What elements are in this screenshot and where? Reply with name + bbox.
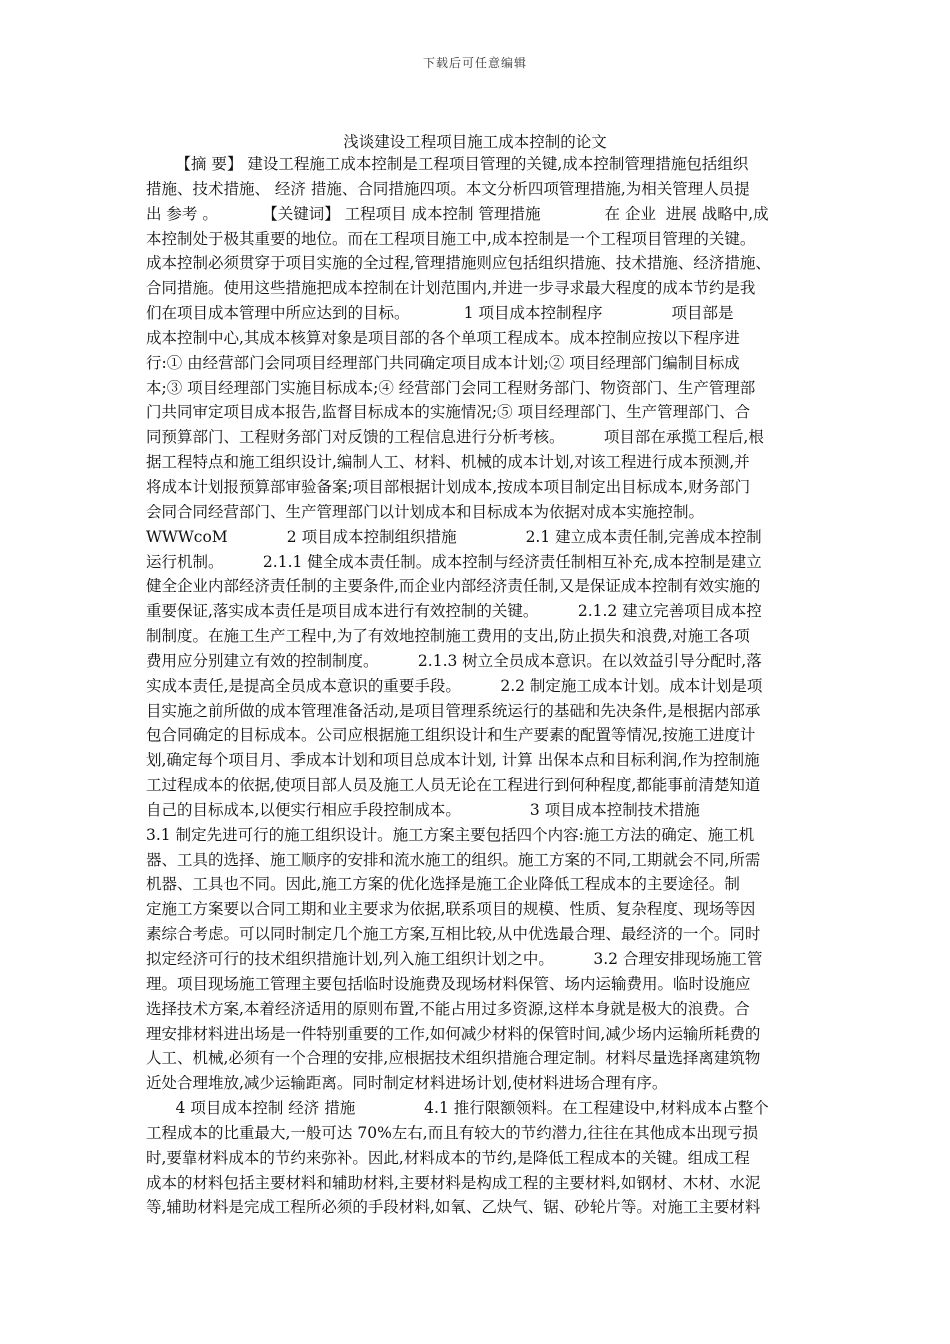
body-line: 等,辅助材料是完成工程所必须的手段材料,如氧、乙炔气、锯、砂轮片等。对施工主要材料 bbox=[146, 1198, 761, 1217]
body-line: 本;③ 项目经理部门实施目标成本;④ 经营部门会同工程财务部门、物资部门、生产管理部 bbox=[146, 378, 756, 397]
body-line: 本控制处于极其重要的地位。而在工程项目施工中,成本控制是一个工程项目管理的关键。 bbox=[146, 229, 756, 248]
body-line: WWWcoM 2 项目成本控制组织措施 2.1 建立成本责任制,完善成本控制 bbox=[146, 527, 762, 546]
body-line: 人工、机械,必须有一个合理的安排,应根据技术组织措施合理定制。材料尽量选择离建筑物 bbox=[146, 1049, 761, 1068]
body-line: 制制度。在施工生产工程中,为了有效地控制施工费用的支出,防止损失和浪费,对施工各项 bbox=[146, 627, 750, 646]
body-line: 行:① 由经营部门会同项目经理部门共同确定项目成本计划;② 项目经理部门编制目标成 bbox=[146, 353, 740, 372]
body-line: 运行机制。 2.1.1 健全成本责任制。成本控制与经济责任制相互补充,成本控制是建立 bbox=[146, 552, 762, 571]
body-line: 实成本责任,是提高全员成本意识的重要手段。 2.2 制定施工成本计划。成本计划是项 bbox=[146, 676, 763, 695]
body-line: 将成本计划报预算部审验备案;项目部根据计划成本,按成本项目制定出目标成本,财务部门 bbox=[146, 477, 751, 496]
body-line: 理安排材料进出场是一件特别重要的工作,如何减少材料的保管时间,减少场内运输所耗费的 bbox=[146, 1024, 761, 1043]
body-line: 定施工方案要以合同工期和业主要求为依据,联系项目的规模、性质、复杂程度、现场等因 bbox=[146, 900, 756, 919]
body-line: 工过程成本的依据,使项目部人员及施工人员无论在工程进行到何种程度,都能事前清楚知道 bbox=[146, 776, 761, 795]
body-line: 包合同确定的目标成本。公司应根据施工组织设计和生产要素的配置等情况,按施工进度计 bbox=[146, 726, 756, 745]
body-line: 成本控制中心,其成本核算对象是项目部的各个单项工程成本。成本控制应按以下程序进 bbox=[146, 328, 740, 347]
body-line: 费用应分别建立有效的控制制度。 2.1.3 树立全员成本意识。在以效益引导分配时,落 bbox=[146, 651, 762, 670]
body-line: 时,要靠材料成本的节约来弥补。因此,材料成本的节约,是降低工程成本的关键。组成工程 bbox=[146, 1148, 750, 1167]
body-line: 成本的材料包括主要材料和辅助材料,主要材料是构成工程的主要材料,如钢材、木材、水泥 bbox=[146, 1173, 761, 1192]
body-line: 自己的目标成本,以便实行相应手段控制成本。 3 项目成本控制技术措施 bbox=[146, 800, 700, 819]
body-line: 目实施之前所做的成本管理准备活动,是项目管理系统运行的基础和先决条件,是根据内部承 bbox=[146, 701, 761, 720]
body-line: 器、工具的选择、施工顺序的安排和流水施工的组织。施工方案的不同,工期就会不同,所需 bbox=[146, 850, 761, 869]
body-line: 3.1 制定先进可行的施工组织设计。施工方案主要包括四个内容:施工方法的确定、施工机 bbox=[146, 825, 755, 844]
body-line: 划,确定每个项目月、季成本计划和项目总成本计划, 计算 出保本点和目标利润,作为控制施 bbox=[146, 751, 760, 770]
body-line: 4 项目成本控制 经济 措施 4.1 推行限额领料。在工程建设中,材料成本占整个 bbox=[146, 1099, 769, 1118]
body-line: 成本控制必须贯穿于项目实施的全过程,管理措施则应包括组织措施、技术措施、经济措施、 bbox=[146, 254, 771, 273]
body-line: 同预算部门、工程财务部门对反馈的工程信息进行分析考核。 项目部在承揽工程后,根 bbox=[146, 428, 764, 447]
body-line: 会同合同经营部门、生产管理部门以计划成本和目标成本为依据对成本实施控制。 bbox=[146, 502, 705, 521]
document-body bbox=[146, 152, 810, 1220]
body-line: 工程成本的比重最大,一般可达 70%左右,而且有较大的节约潜力,往往在其他成本出现亏损 bbox=[146, 1123, 759, 1142]
body-line: 机器、工具也不同。因此,施工方案的优化选择是施工企业降低工程成本的主要途径。制 bbox=[146, 875, 740, 894]
page-header-note: 下载后可任意编辑 bbox=[422, 56, 527, 70]
body-line: 理。项目现场施工管理主要包括临时设施费及现场材料保管、场内运输费用。临时设施应 bbox=[146, 974, 751, 993]
document-title: 浅谈建设工程项目施工成本控制的论文 bbox=[343, 133, 607, 151]
body-line: 们在项目成本管理中所应达到的目标。 1 项目成本控制程序 项目部是 bbox=[146, 304, 734, 323]
body-line: 拟定经济可行的技术组织措施计划,列入施工组织计划之中。 3.2 合理安排现场施工管 bbox=[146, 950, 763, 968]
body-line: 合同措施。使用这些措施把成本控制在计划范围内,并进一步寻求最大程度的成本节约是我 bbox=[146, 279, 756, 298]
body-line: 据工程特点和施工组织设计,编制人工、材料、机械的成本计划,对该工程进行成本预测,并 bbox=[146, 453, 750, 472]
body-line: 选择技术方案,本着经济适用的原则布置,不能占用过多资源,这样本身就是极大的浪费。合 bbox=[146, 999, 750, 1018]
body-line: 出 参考 。 【关键词】 工程项目 成本控制 管理措施 在 企业 进展 战略中,成 bbox=[146, 204, 769, 223]
body-line: 重要保证,落实成本责任是项目成本进行有效控制的关键。 2.1.2 建立完善项目成本控 bbox=[146, 602, 762, 621]
body-line: 健全企业内部经济责任制的主要条件,而企业内部经济责任制,又是保证成本控制有效实施的 bbox=[146, 577, 761, 596]
body-line: 门共同审定项目成本报告,监督目标成本的实施情况;⑤ 项目经理部门、生产管理部门、合 bbox=[146, 403, 751, 422]
body-line: 素综合考虑。可以同时制定几个施工方案,互相比较,从中优选最合理、最经济的一个。同时 bbox=[146, 925, 761, 944]
body-line: 措施、技术措施、 经济 措施、合同措施四项。本文分析四项管理措施,为相关管理人员提 bbox=[146, 179, 750, 198]
body-line: 【摘 要】 建设工程施工成本控制是工程项目管理的关键,成本控制管理措施包括组织 bbox=[146, 155, 749, 173]
body-line: 近处合理堆放,减少运输距离。同时制定材料进场计划,使材料进场合理有序。 bbox=[146, 1074, 668, 1093]
